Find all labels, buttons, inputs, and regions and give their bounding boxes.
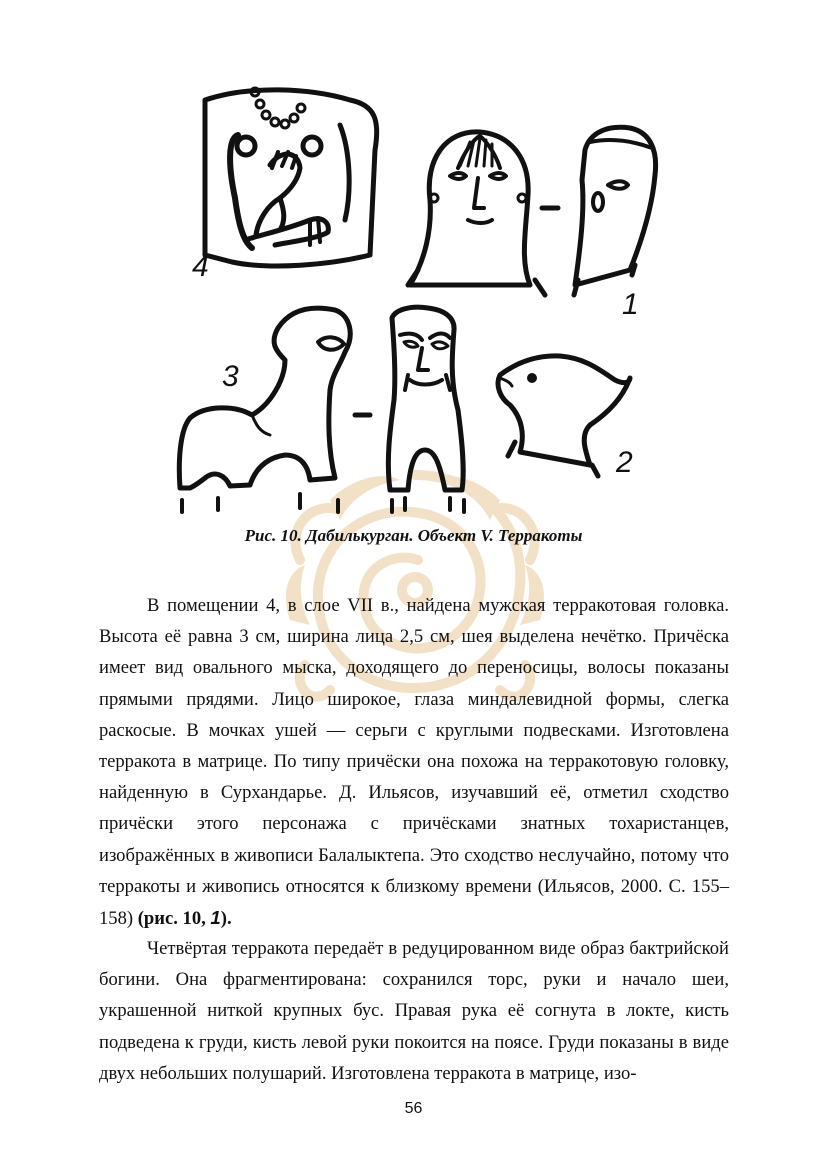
terracotta-1-profile-drawing [574,127,656,295]
paragraph-2: Четвёртая терракота передаёт в редуцированном виде образ бактрийской богини. Она фрагментирована: сохранился торс, руки и начало шеи, украшенной ниткой крупных бус. Правая рука её согнута в локте, кисть подведена к груди, кисть левой руки покоится на поясе. Груди показаны в виде двух небольших полушарий. Изготовлена терракота в матрице, изо- [99,938,729,1084]
figure-reference-prefix: (рис. 10, [137,908,211,930]
paragraph-1-block [99,590,729,934]
paragraph-1 [99,590,729,934]
terracotta-2-drawing [498,356,630,476]
figure-label-2: 2 [616,446,633,479]
figure-reference-number: 1 [210,907,221,929]
figure-label-4: 4 [192,250,209,283]
figure-10 [160,80,680,520]
terracotta-3-drawing [179,308,370,512]
paragraph-1-text: В помещении 4, в слое VII в., найдена мужская терракотовая головка. Высота её равна 3 см, ширина лица 2,5 см, шея выделена нечётко. Причёска имеет вид овального мыска, доходящего до переносицы, волосы показаны прямыми прядями. Лицо широкое, глаза миндалевидной формы, слегка раскосые. В мочках ушей — серьги с круглыми подвесками. Изготовлена терракота в матрице. По типу причёски она похожа на терракотовую головку, найденную в Сурхандарье. Д. Ильясов, изучавший её, отметил сходство причёски этого персонажа с причёсками знатных тохаристанцев, изображённых в живописи Балалыктепа. Это сходство неслучайно, потому что терракоты и живопись относятся к близкому времени (Ильясов, 2000. С. 155–158) [99,595,729,930]
terracotta-drawings [160,80,680,520]
paragraph-2-block [99,933,729,1089]
figure-caption: Рис. 10. Дабилькурган. Объект V. Терракоты [244,526,583,545]
figure-label-1: 1 [622,288,639,321]
figure-label-3: 3 [222,360,239,393]
terracotta-3-standing-drawing [388,307,464,512]
terracotta-1-front-drawing [408,132,558,295]
figure-reference-suffix: ). [220,908,232,930]
terracotta-4-drawing [205,88,377,266]
page-number: 56 [404,1100,423,1117]
